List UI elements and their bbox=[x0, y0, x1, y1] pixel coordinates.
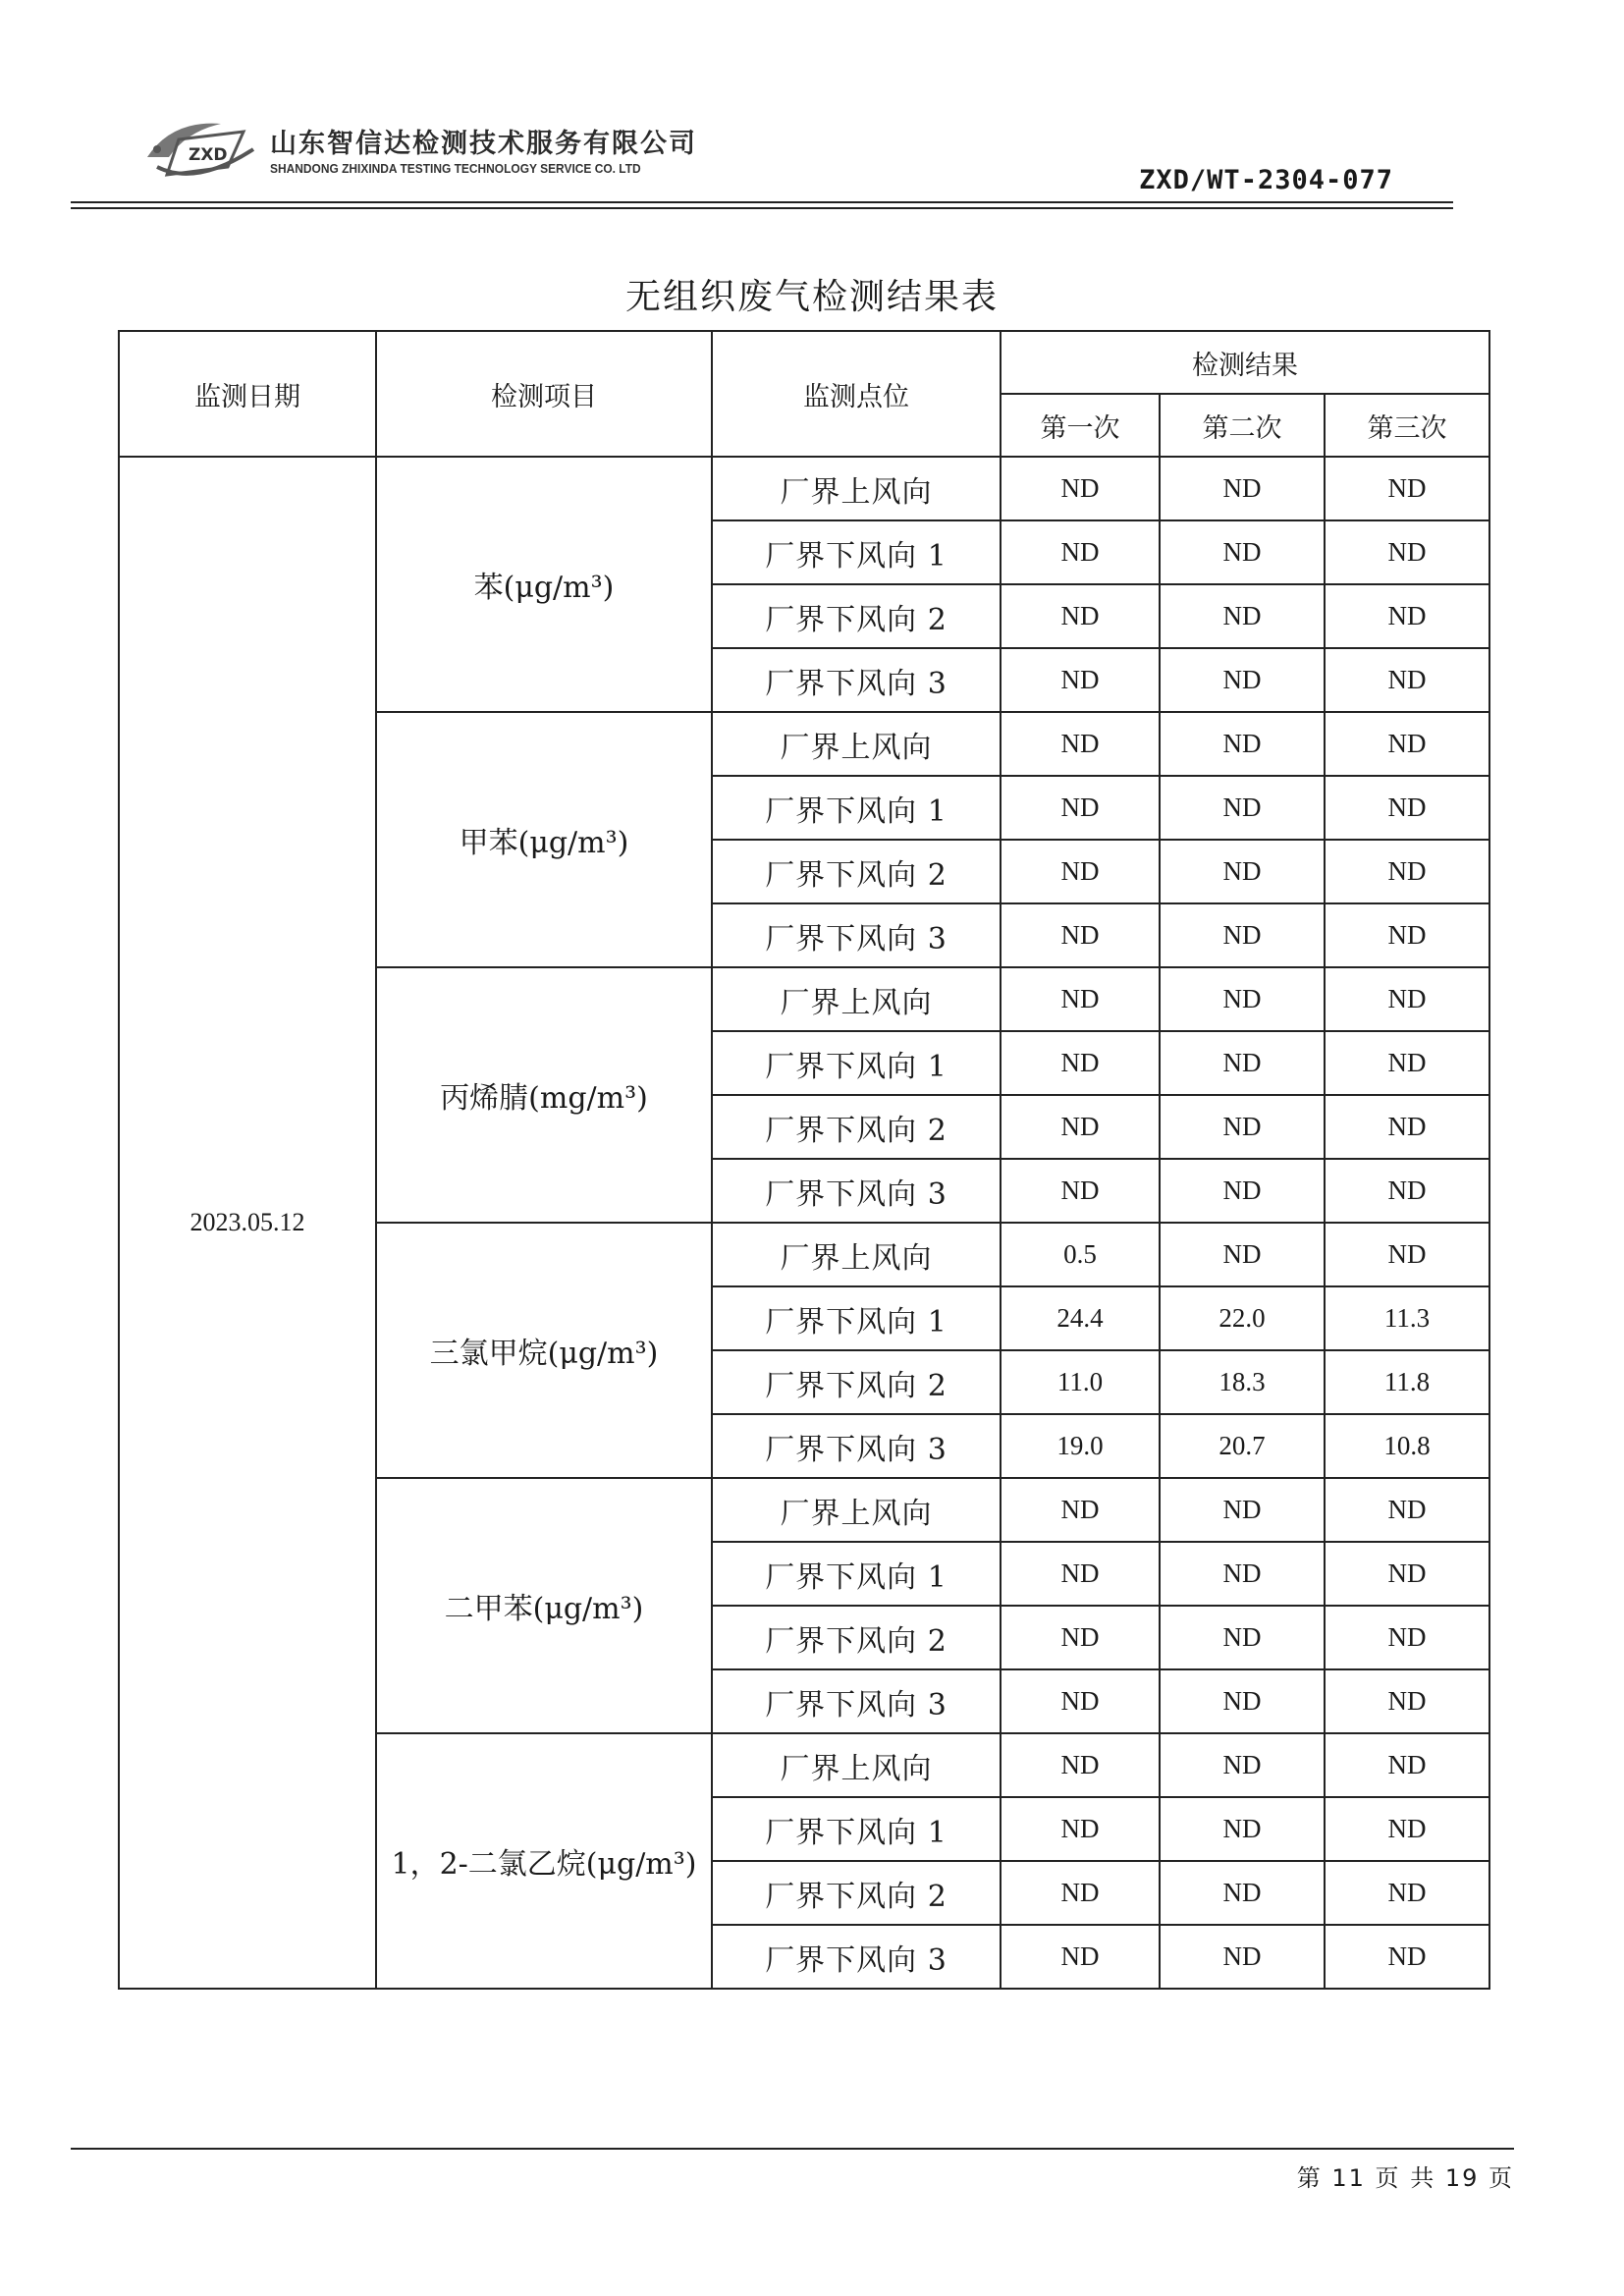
test-item: 苯(μg/m³) bbox=[376, 457, 712, 712]
result-2: ND bbox=[1160, 1478, 1325, 1542]
result-2: 18.3 bbox=[1160, 1350, 1325, 1414]
result-2: ND bbox=[1160, 840, 1325, 903]
result-1: ND bbox=[1001, 584, 1160, 648]
result-1: ND bbox=[1001, 1542, 1160, 1606]
page-title: 无组织废气检测结果表 bbox=[624, 277, 999, 317]
site-cell: 厂界下风向 3 bbox=[712, 1925, 1001, 1989]
page-header bbox=[0, 0, 1624, 226]
result-2: ND bbox=[1160, 1223, 1325, 1286]
result-1: ND bbox=[1001, 1925, 1160, 1989]
result-3: ND bbox=[1325, 1861, 1489, 1925]
result-2: ND bbox=[1160, 520, 1325, 584]
result-1: 0.5 bbox=[1001, 1223, 1160, 1286]
site-cell: 厂界上风向 bbox=[712, 1478, 1001, 1542]
result-3: ND bbox=[1325, 584, 1489, 648]
site-cell: 厂界下风向 3 bbox=[712, 1669, 1001, 1733]
site-cell: 厂界下风向 1 bbox=[712, 776, 1001, 840]
result-2: ND bbox=[1160, 776, 1325, 840]
result-1: ND bbox=[1001, 1159, 1160, 1223]
result-1: ND bbox=[1001, 967, 1160, 1031]
result-3: ND bbox=[1325, 520, 1489, 584]
header-item: 检测项目 bbox=[376, 331, 712, 457]
result-1: ND bbox=[1001, 520, 1160, 584]
result-1: ND bbox=[1001, 1797, 1160, 1861]
company-logo bbox=[128, 110, 265, 189]
results-table bbox=[118, 330, 1490, 1990]
result-2: ND bbox=[1160, 1031, 1325, 1095]
site-cell: 厂界下风向 3 bbox=[712, 1414, 1001, 1478]
result-1: ND bbox=[1001, 1669, 1160, 1733]
result-3: ND bbox=[1325, 1733, 1489, 1797]
site-cell: 厂界上风向 bbox=[712, 457, 1001, 520]
result-3: ND bbox=[1325, 1031, 1489, 1095]
result-1: 24.4 bbox=[1001, 1286, 1160, 1350]
result-2: ND bbox=[1160, 1925, 1325, 1989]
test-item: 二甲苯(μg/m³) bbox=[376, 1478, 712, 1733]
header-rule-top bbox=[71, 201, 1453, 203]
result-3: ND bbox=[1325, 1095, 1489, 1159]
result-2: ND bbox=[1160, 648, 1325, 712]
site-cell: 厂界下风向 1 bbox=[712, 1797, 1001, 1861]
test-item: 三氯甲烷(μg/m³) bbox=[376, 1223, 712, 1478]
result-1: 11.0 bbox=[1001, 1350, 1160, 1414]
result-1: ND bbox=[1001, 840, 1160, 903]
result-3: ND bbox=[1325, 1159, 1489, 1223]
site-cell: 厂界下风向 2 bbox=[712, 1606, 1001, 1669]
monitoring-date: 2023.05.12 bbox=[119, 457, 376, 1989]
test-item: 甲苯(μg/m³) bbox=[376, 712, 712, 967]
site-cell: 厂界上风向 bbox=[712, 1223, 1001, 1286]
result-1: ND bbox=[1001, 1031, 1160, 1095]
site-cell: 厂界下风向 1 bbox=[712, 1542, 1001, 1606]
result-2: ND bbox=[1160, 1606, 1325, 1669]
result-3: ND bbox=[1325, 1797, 1489, 1861]
result-2: ND bbox=[1160, 1159, 1325, 1223]
result-3: ND bbox=[1325, 1223, 1489, 1286]
result-3: ND bbox=[1325, 1478, 1489, 1542]
site-cell: 厂界上风向 bbox=[712, 967, 1001, 1031]
site-cell: 厂界下风向 1 bbox=[712, 1286, 1001, 1350]
result-3: ND bbox=[1325, 1669, 1489, 1733]
site-cell: 厂界下风向 3 bbox=[712, 648, 1001, 712]
result-2: 20.7 bbox=[1160, 1414, 1325, 1478]
result-1: ND bbox=[1001, 648, 1160, 712]
header-date: 监测日期 bbox=[119, 331, 376, 457]
result-1: ND bbox=[1001, 1733, 1160, 1797]
site-cell: 厂界下风向 1 bbox=[712, 520, 1001, 584]
result-2: ND bbox=[1160, 1797, 1325, 1861]
result-2: ND bbox=[1160, 1669, 1325, 1733]
result-1: ND bbox=[1001, 1861, 1160, 1925]
result-3: 11.8 bbox=[1325, 1350, 1489, 1414]
site-cell: 厂界下风向 2 bbox=[712, 584, 1001, 648]
result-2: ND bbox=[1160, 967, 1325, 1031]
result-2: 22.0 bbox=[1160, 1286, 1325, 1350]
result-3: ND bbox=[1325, 457, 1489, 520]
result-1: ND bbox=[1001, 712, 1160, 776]
site-cell: 厂界下风向 1 bbox=[712, 1031, 1001, 1095]
result-3: ND bbox=[1325, 648, 1489, 712]
result-3: 11.3 bbox=[1325, 1286, 1489, 1350]
result-1: ND bbox=[1001, 457, 1160, 520]
result-3: ND bbox=[1325, 967, 1489, 1031]
result-3: ND bbox=[1325, 903, 1489, 967]
footer-rule bbox=[71, 2148, 1514, 2150]
result-2: ND bbox=[1160, 712, 1325, 776]
result-3: ND bbox=[1325, 776, 1489, 840]
result-2: ND bbox=[1160, 903, 1325, 967]
site-cell: 厂界下风向 2 bbox=[712, 840, 1001, 903]
report-number: ZXD/WT-2304-077 bbox=[1139, 165, 1393, 195]
header-second: 第二次 bbox=[1160, 394, 1325, 457]
result-1: ND bbox=[1001, 776, 1160, 840]
header-results: 检测结果 bbox=[1001, 331, 1489, 394]
header-first: 第一次 bbox=[1001, 394, 1160, 457]
site-cell: 厂界上风向 bbox=[712, 712, 1001, 776]
company-name-en: SHANDONG ZHIXINDA TESTING TECHNOLOGY SERVICE CO. LTD bbox=[270, 161, 641, 176]
result-2: ND bbox=[1160, 1542, 1325, 1606]
result-1: ND bbox=[1001, 1606, 1160, 1669]
result-3: ND bbox=[1325, 840, 1489, 903]
header-site: 监测点位 bbox=[712, 331, 1001, 457]
site-cell: 厂界下风向 3 bbox=[712, 903, 1001, 967]
result-3: 10.8 bbox=[1325, 1414, 1489, 1478]
test-item: 1，2-二氯乙烷(μg/m³) bbox=[376, 1733, 712, 1989]
result-1: 19.0 bbox=[1001, 1414, 1160, 1478]
header-third: 第三次 bbox=[1325, 394, 1489, 457]
result-2: ND bbox=[1160, 1733, 1325, 1797]
result-1: ND bbox=[1001, 1478, 1160, 1542]
result-2: ND bbox=[1160, 1861, 1325, 1925]
result-3: ND bbox=[1325, 1606, 1489, 1669]
site-cell: 厂界下风向 2 bbox=[712, 1350, 1001, 1414]
site-cell: 厂界上风向 bbox=[712, 1733, 1001, 1797]
test-item: 丙烯腈(mg/m³) bbox=[376, 967, 712, 1223]
site-cell: 厂界下风向 2 bbox=[712, 1095, 1001, 1159]
result-2: ND bbox=[1160, 457, 1325, 520]
site-cell: 厂界下风向 2 bbox=[712, 1861, 1001, 1925]
table-row bbox=[119, 457, 1489, 520]
results-body bbox=[119, 457, 1489, 1989]
header-rule-bottom bbox=[71, 207, 1453, 209]
result-2: ND bbox=[1160, 1095, 1325, 1159]
logo-text: ZXD bbox=[189, 145, 228, 165]
page-number: 第 11 页 共 19 页 bbox=[1296, 2164, 1514, 2192]
result-3: ND bbox=[1325, 712, 1489, 776]
result-3: ND bbox=[1325, 1925, 1489, 1989]
site-cell: 厂界下风向 3 bbox=[712, 1159, 1001, 1223]
result-1: ND bbox=[1001, 1095, 1160, 1159]
company-name-cn: 山东智信达检测技术服务有限公司 bbox=[270, 129, 697, 159]
result-3: ND bbox=[1325, 1542, 1489, 1606]
result-2: ND bbox=[1160, 584, 1325, 648]
result-1: ND bbox=[1001, 903, 1160, 967]
